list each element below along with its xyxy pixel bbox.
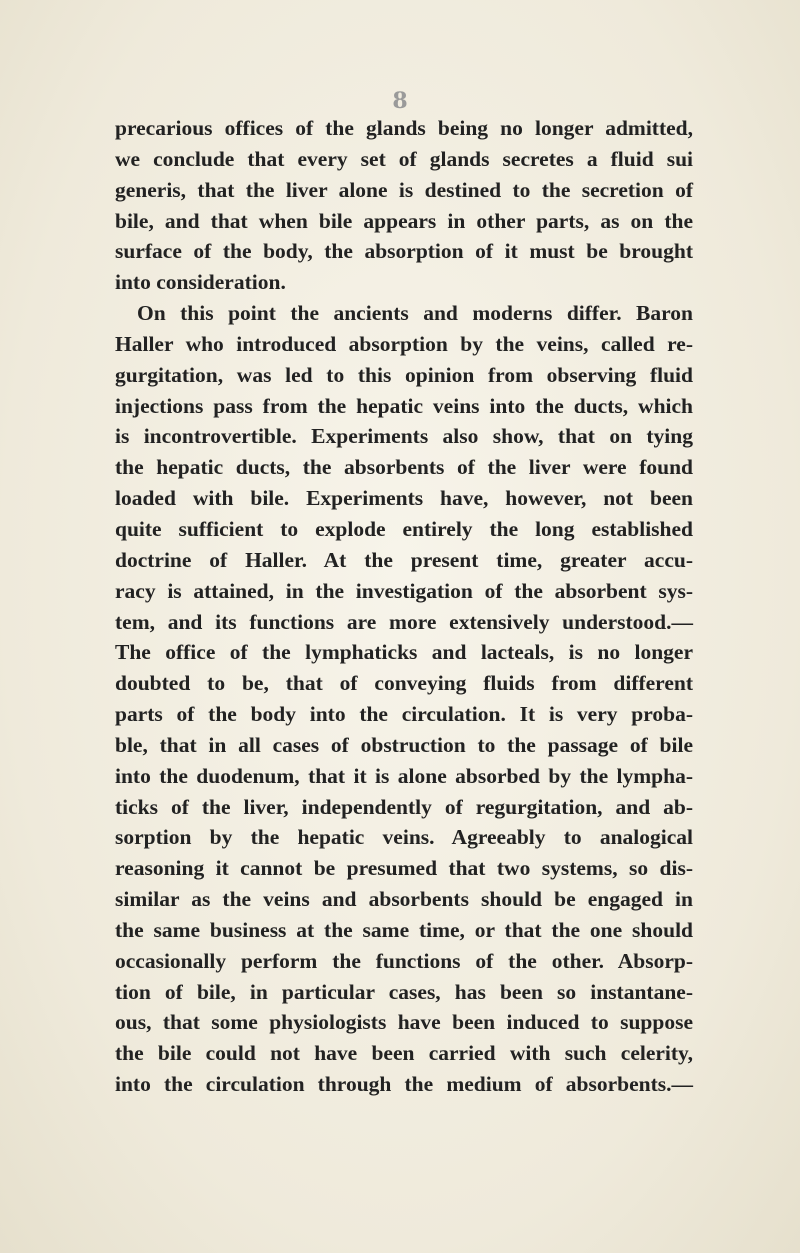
page-number: 8 [392, 88, 408, 114]
text-line: similar as the veins and absorbents should be engaged in [115, 887, 693, 912]
text-line: is incontrovertible. Experiments also show, that on tying [115, 424, 693, 449]
text-line: injections pass from the hepatic veins into the ducts, which [115, 393, 693, 418]
text-line: into the duodenum, that it is alone absorbed by the lympha- [115, 763, 693, 788]
text-line: ticks of the liver, independently of regurgitation, and ab- [115, 794, 693, 819]
text-line: Haller who introduced absorption by the veins, called re- [115, 331, 693, 356]
text-line: bile, and that when bile appears in other parts, as on the [115, 208, 693, 233]
text-line: we conclude that every set of glands secretes a fluid sui [115, 146, 693, 171]
text-line: ous, that some physiologists have been induced to suppose [115, 1010, 693, 1035]
text-line: precarious offices of the glands being no longer admitted, [115, 116, 693, 140]
text-line: The office of the lymphaticks and lacteals, is no longer [115, 640, 693, 665]
text-line: the hepatic ducts, the absorbents of the liver were found [115, 455, 693, 480]
text-line: the same business at the same time, or that the one should [115, 917, 693, 942]
text-line: doubted to be, that of conveying fluids from different [115, 671, 693, 696]
text-line: tion of bile, in particular cases, has been so instantane- [115, 979, 693, 1004]
text-line: ble, that in all cases of obstruction to the passage of bile [115, 732, 693, 757]
paragraph-start-line: On this point the ancients and moderns differ. Baron [137, 301, 693, 326]
text-line: into consideration. [115, 270, 286, 295]
text-line: occasionally perform the functions of the other. Absorp- [115, 948, 693, 973]
text-line: generis, that the liver alone is destined to the secretion of [115, 177, 693, 202]
body-text [115, 113, 693, 1100]
text-line: loaded with bile. Experiments have, however, not been [115, 486, 693, 511]
text-line: sorption by the hepatic veins. Agreeably to analogical [115, 825, 693, 850]
text-line: surface of the body, the absorption of it must be brought [115, 239, 693, 264]
text-line: gurgitation, was led to this opinion from observing fluid [115, 362, 693, 387]
text-line: parts of the body into the circulation. It is very proba- [115, 702, 693, 727]
text-line: racy is attained, in the investigation of the absorbent sys- [115, 578, 693, 603]
text-line: tem, and its functions are more extensively understood.— [115, 609, 693, 634]
text-line: reasoning it cannot be presumed that two systems, so dis- [115, 856, 693, 881]
text-line: into the circulation through the medium of absorbents.— [115, 1072, 693, 1097]
text-line: the bile could not have been carried with such celerity, [115, 1041, 693, 1066]
text-line: quite sufficient to explode entirely the long established [115, 516, 693, 541]
text-line: doctrine of Haller. At the present time, greater accu- [115, 547, 693, 572]
